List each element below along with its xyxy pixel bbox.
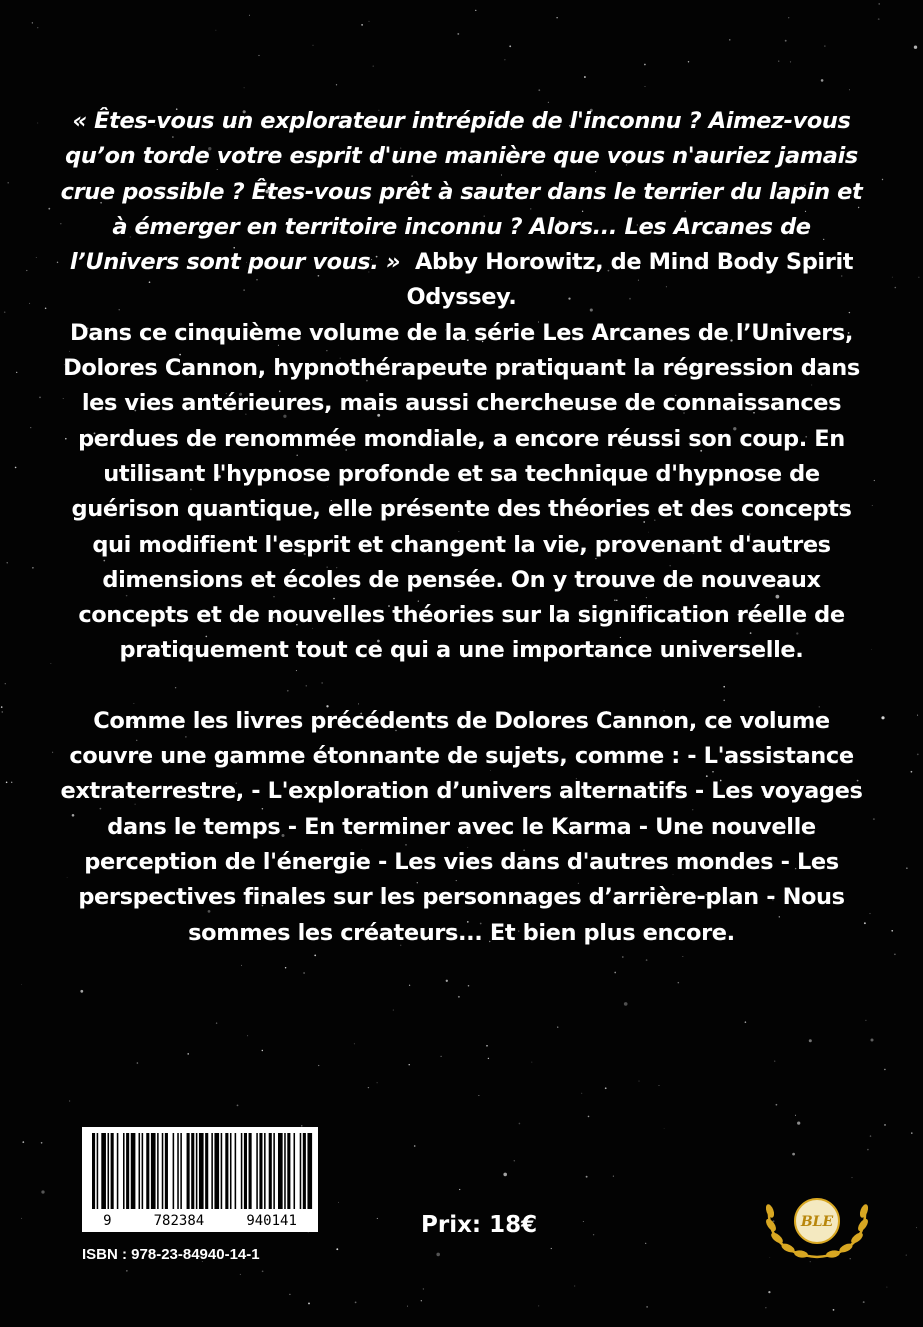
- barcode-lead-digit: 9: [103, 1213, 112, 1229]
- description-paragraph: Dans ce cinquième volume de la série Les Arcanes de l’Univers, Dolores Cannon, hypnothérapeute pratiquant la régression dans les vies antérieures, mais aussi chercheuse de connaissances perdues de renommée mondiale, a encore réussi son coup. En utilisant l'hypnose profonde et sa technique d'hypnose de guérison quantique, elle présente des théories et des concepts qui modifient l'esprit et changent la vie, provenant d'autres dimensions et écoles de pensée. On y trouve de nouveaux concepts et de nouvelles théories sur la signification réelle de pratiquement tout ce qui a une importance universelle.: [63, 319, 860, 664]
- star: [80, 990, 83, 993]
- barcode-bar: [97, 1133, 99, 1209]
- star: [867, 1149, 869, 1151]
- star: [795, 1115, 796, 1116]
- star: [36, 257, 37, 258]
- star: [5, 683, 6, 684]
- barcode-bar: [221, 1133, 223, 1209]
- star: [917, 715, 918, 716]
- star: [906, 867, 907, 868]
- barcode-bar: [269, 1133, 272, 1209]
- barcode-bar: [241, 1133, 243, 1209]
- star: [377, 1082, 378, 1083]
- barcode-bar: [284, 1133, 286, 1209]
- barcode-bar: [139, 1133, 141, 1209]
- barcode-bar: [108, 1133, 110, 1209]
- barcode-bar: [205, 1133, 208, 1209]
- barcode-bar: [300, 1133, 302, 1209]
- barcode-bar: [211, 1133, 213, 1209]
- star: [504, 59, 505, 60]
- star: [788, 17, 789, 18]
- star: [338, 1202, 339, 1203]
- star: [22, 1141, 24, 1143]
- star: [916, 1227, 917, 1228]
- star: [851, 1177, 852, 1178]
- barcode-bar: [117, 1133, 119, 1209]
- star: [678, 982, 680, 984]
- star: [52, 752, 53, 753]
- star: [613, 1176, 614, 1177]
- star: [373, 66, 374, 67]
- star: [584, 76, 586, 78]
- barcode-bar: [294, 1133, 296, 1209]
- barcode-bar: [287, 1133, 290, 1209]
- star: [240, 1274, 241, 1275]
- star: [821, 79, 824, 82]
- star: [729, 39, 730, 40]
- star: [870, 1038, 873, 1041]
- star: [894, 287, 896, 289]
- barcode-bar: [264, 1133, 266, 1209]
- star: [785, 40, 787, 42]
- star: [41, 1142, 43, 1144]
- star: [7, 562, 8, 563]
- barcode-bar: [278, 1133, 283, 1209]
- star: [187, 1053, 189, 1055]
- star: [911, 1132, 912, 1133]
- star: [51, 663, 52, 664]
- barcode-bar: [230, 1133, 232, 1209]
- star: [32, 567, 34, 569]
- star: [137, 1062, 139, 1064]
- star: [457, 33, 459, 35]
- star: [247, 1035, 248, 1036]
- barcode-bar: [180, 1133, 182, 1209]
- star: [645, 1243, 646, 1244]
- star: [514, 1160, 515, 1161]
- barcode-bar: [196, 1133, 198, 1209]
- star: [581, 1093, 582, 1094]
- topics-paragraph: Comme les livres précédents de Dolores Cannon, ce volume couvre une gamme étonnante de sujets, comme : - L'assistance extraterrestre, - L'exploration d’univers alternatifs - Les voyages dans le temps - En terminer avec le Karma - Une nouvelle perception de l'énergie - Les vies dans d'autres mondes - Les perspectives finales sur les personnages d’arrière-plan - Nous sommes les créateurs... Et bien plus encore.: [60, 707, 863, 946]
- barcode-bar: [131, 1133, 136, 1209]
- star: [421, 1300, 422, 1301]
- barcode-bar: [199, 1133, 204, 1209]
- star: [262, 1050, 263, 1051]
- barcode-digits: [82, 1211, 318, 1231]
- star: [258, 55, 259, 56]
- star: [809, 1039, 812, 1042]
- barcode-right-digits: 940141: [246, 1213, 297, 1229]
- star: [881, 716, 884, 719]
- barcode-bar: [101, 1133, 106, 1209]
- star: [891, 930, 893, 932]
- barcode-bar: [111, 1133, 114, 1209]
- star: [32, 22, 33, 23]
- barcode-bar: [259, 1133, 262, 1209]
- star: [892, 277, 893, 278]
- star: [765, 1307, 766, 1308]
- star: [423, 1288, 424, 1289]
- star: [21, 984, 22, 985]
- star: [336, 1248, 338, 1250]
- star: [289, 1294, 290, 1295]
- barcode-bar: [162, 1133, 164, 1209]
- logo-monogram: BLE: [800, 1214, 834, 1230]
- star: [69, 1101, 70, 1102]
- star: [15, 467, 17, 469]
- barcode-bar: [157, 1133, 159, 1209]
- barcode-bar: [123, 1133, 125, 1209]
- star: [1, 706, 3, 708]
- star: [30, 427, 31, 428]
- star: [688, 61, 689, 62]
- star: [870, 1135, 871, 1136]
- star: [37, 122, 38, 123]
- barcode-bar: [92, 1133, 95, 1209]
- publisher-logo: [761, 1183, 873, 1263]
- star: [683, 956, 684, 957]
- star: [768, 1291, 770, 1293]
- star: [531, 1062, 532, 1063]
- star: [478, 1095, 479, 1096]
- star: [241, 965, 242, 966]
- star: [314, 955, 316, 957]
- star: [336, 84, 337, 85]
- star: [882, 179, 883, 180]
- barcode-bar: [151, 1133, 156, 1209]
- star: [538, 1305, 539, 1306]
- star: [644, 64, 646, 66]
- star: [745, 1021, 747, 1023]
- star: [593, 1234, 594, 1235]
- star: [583, 1221, 584, 1222]
- star: [918, 277, 919, 278]
- star: [486, 1045, 488, 1047]
- barcode-bar: [249, 1133, 252, 1209]
- star: [646, 959, 648, 961]
- star: [409, 1064, 410, 1065]
- star: [369, 21, 370, 22]
- star: [863, 1301, 865, 1303]
- barcode-bar: [165, 1133, 168, 1209]
- barcode-bar: [126, 1133, 129, 1209]
- star: [436, 1253, 440, 1257]
- barcode-bar: [235, 1133, 237, 1209]
- star: [409, 985, 410, 986]
- star: [864, 922, 866, 924]
- star: [872, 505, 873, 506]
- star: [488, 1058, 489, 1059]
- price-label: Prix: 18€: [421, 1212, 538, 1238]
- review-quote: « Êtes-vous un explorateur intrépide de l'inconnu ? Aimez-vous qu’on torde votre esprit d'une manière que vous n'auriez jamais crue possible ? Êtes-vous prêt à sauter dans le terrier du lapin et à émerger en territoire inconnu ? Alors... Les Arcanes de l’Univers sont pour vous. »: [60, 108, 863, 276]
- barcode-bars: [82, 1127, 318, 1213]
- star: [622, 956, 624, 958]
- star: [7, 182, 9, 184]
- star: [440, 1056, 441, 1057]
- star: [605, 1087, 607, 1089]
- star: [16, 372, 17, 373]
- star: [790, 61, 791, 62]
- star: [6, 782, 8, 784]
- star: [574, 1285, 575, 1286]
- star: [792, 1153, 795, 1156]
- star: [414, 1145, 416, 1147]
- star: [354, 1043, 355, 1044]
- barcode-bar: [307, 1133, 312, 1209]
- star: [614, 972, 616, 974]
- quote-attribution: Abby Horowitz, de Mind Body Spirit Odyssey.: [406, 249, 854, 311]
- star: [774, 1061, 775, 1062]
- star: [917, 753, 919, 755]
- barcode-bar: [191, 1133, 194, 1209]
- star: [29, 303, 30, 304]
- star: [865, 1020, 866, 1021]
- star: [588, 1116, 590, 1118]
- star: [659, 1085, 660, 1086]
- star: [886, 1287, 887, 1288]
- star: [878, 18, 880, 20]
- star: [548, 102, 549, 103]
- barcode-bar: [273, 1133, 275, 1209]
- star: [551, 1248, 552, 1249]
- back-cover-text: [60, 104, 863, 951]
- star: [586, 1176, 588, 1178]
- star: [11, 782, 12, 783]
- star: [824, 46, 825, 47]
- star: [368, 1087, 369, 1088]
- star: [624, 1002, 628, 1006]
- barcode-bar: [187, 1133, 190, 1209]
- star: [308, 1302, 310, 1304]
- star: [318, 1065, 319, 1066]
- star: [646, 1306, 648, 1308]
- barcode-bar: [256, 1133, 258, 1209]
- star: [538, 89, 540, 91]
- star: [446, 980, 448, 982]
- star: [556, 17, 557, 18]
- barcode-bar: [146, 1133, 149, 1209]
- star: [776, 1104, 778, 1106]
- star: [361, 24, 363, 26]
- star: [39, 397, 41, 399]
- star: [638, 1081, 639, 1082]
- star: [557, 1026, 558, 1027]
- star: [468, 985, 470, 987]
- star: [914, 46, 917, 49]
- barcode-bar: [225, 1133, 228, 1209]
- star: [911, 771, 913, 773]
- star: [45, 308, 47, 310]
- star: [664, 1128, 665, 1129]
- star: [849, 89, 850, 90]
- star: [871, 649, 872, 650]
- star: [833, 1309, 835, 1311]
- barcode-bar: [303, 1133, 306, 1209]
- barcode-bar: [177, 1133, 179, 1209]
- star: [377, 1218, 378, 1219]
- star: [249, 15, 250, 16]
- barcode-bar: [142, 1133, 144, 1209]
- star: [237, 1105, 239, 1107]
- isbn-barcode: [82, 1127, 318, 1232]
- star: [873, 818, 875, 820]
- star: [778, 61, 779, 62]
- star: [884, 1069, 885, 1070]
- star: [884, 1124, 886, 1126]
- star: [285, 967, 286, 968]
- star: [21, 1218, 22, 1219]
- star: [869, 913, 870, 914]
- star: [509, 45, 511, 47]
- barcode-bar: [173, 1133, 175, 1209]
- blurb-paragraph-1: [60, 104, 863, 316]
- star: [906, 1255, 907, 1256]
- star: [874, 480, 875, 481]
- star: [48, 208, 50, 210]
- paragraph-spacer: [60, 669, 863, 704]
- star: [4, 311, 6, 313]
- star: [303, 972, 305, 974]
- star: [458, 996, 460, 998]
- star: [57, 262, 58, 263]
- star: [2, 711, 3, 712]
- star: [216, 1022, 217, 1023]
- star: [262, 1270, 264, 1272]
- star: [37, 27, 38, 28]
- star: [126, 1270, 127, 1271]
- star: [312, 45, 313, 46]
- barcode-bar: [244, 1133, 247, 1209]
- star: [26, 270, 27, 271]
- star: [355, 1302, 357, 1304]
- star: [244, 87, 245, 88]
- star: [878, 3, 880, 5]
- star: [797, 1121, 800, 1124]
- star: [894, 953, 896, 955]
- star: [503, 1173, 507, 1177]
- star: [645, 86, 646, 87]
- star: [407, 1306, 408, 1307]
- star: [41, 1190, 44, 1193]
- star: [216, 30, 217, 31]
- isbn-label: ISBN : 978-23-84940-14-1: [82, 1246, 260, 1263]
- star: [475, 10, 476, 11]
- star: [393, 1010, 394, 1011]
- star: [459, 1189, 460, 1190]
- barcode-bar: [214, 1133, 219, 1209]
- star: [519, 1123, 521, 1125]
- barcode-left-digits: 782384: [153, 1213, 205, 1229]
